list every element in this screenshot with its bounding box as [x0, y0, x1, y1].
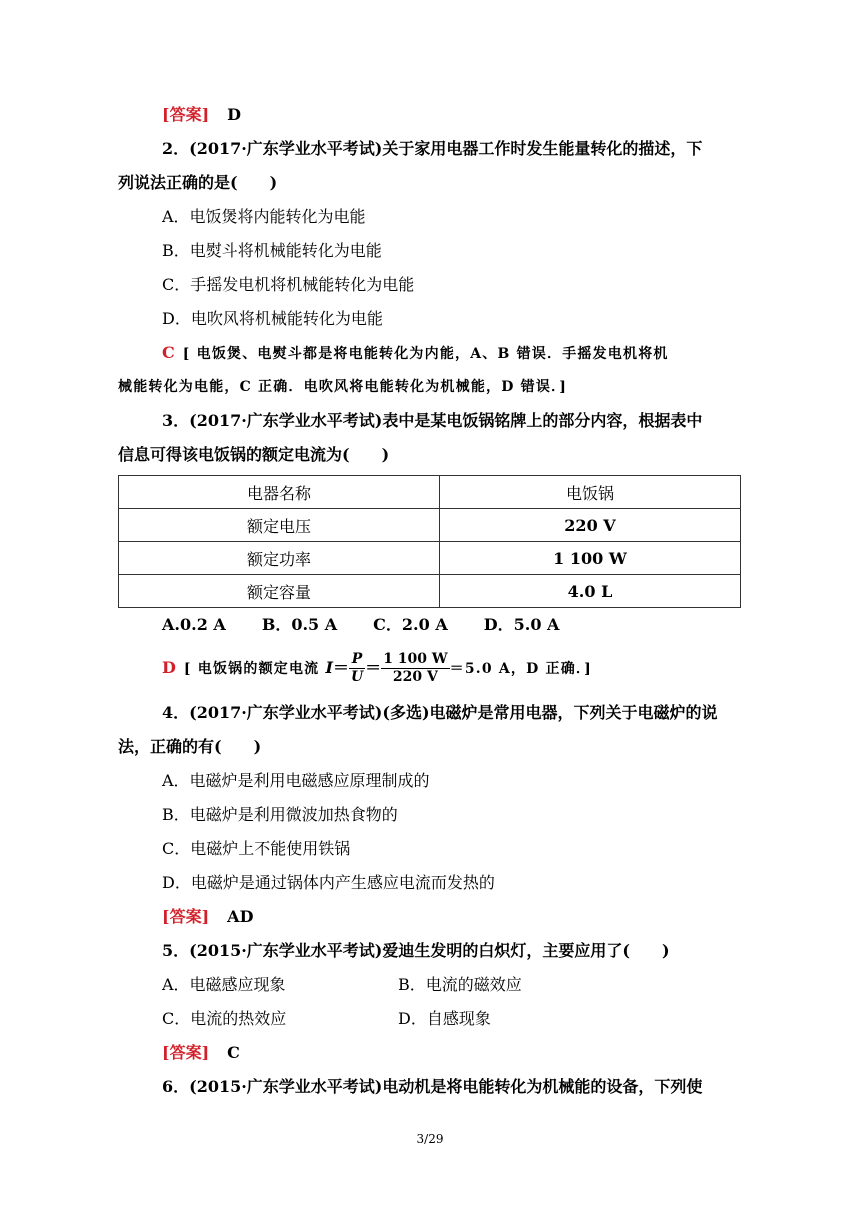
q5-stem: 5．(2015·广东学业水平考试)爱迪生发明的白炽灯，主要应用了( ) — [162, 941, 670, 960]
q3-option-d: D．5.0 A — [483, 615, 560, 634]
equals-sign: ＝ — [332, 658, 349, 677]
q3-explanation-result: ＝5.0 A，D 正确．] — [449, 661, 592, 677]
fraction-p-over-u — [349, 651, 365, 686]
table-cell: 4.0 L — [440, 575, 741, 608]
q3-explanation-text: [ 电饭锅的额定电流 — [183, 661, 326, 677]
q5-option-b: B．电流的磁效应 — [398, 975, 522, 994]
table-cell: 220 V — [440, 509, 741, 542]
q6-stem: 6．(2015·广东学业水平考试)电动机是将电能转化为机械能的设备，下列使 — [162, 1077, 703, 1096]
fraction-values — [381, 651, 449, 686]
table-row — [119, 575, 741, 608]
q4-stem-line-2: 法，正确的有( ) — [118, 737, 262, 756]
table-cell: 电器名称 — [119, 476, 440, 509]
q3-stem-line-1: 3．(2017·广东学业水平考试)表中是某电饭锅铭牌上的部分内容，根据表中 — [162, 411, 703, 430]
fraction-denominator: U — [350, 669, 364, 685]
q4-option-d: D．电磁炉是通过锅体内产生感应电流而发热的 — [162, 873, 495, 892]
q5-option-a: A．电磁感应现象 — [162, 975, 286, 994]
q3-explanation — [162, 650, 592, 687]
q5-option-d: D．自感现象 — [398, 1009, 491, 1028]
table-cell: 额定电压 — [119, 509, 440, 542]
current-symbol: I — [325, 658, 333, 677]
q3-option-a: A.0.2 A — [162, 615, 226, 634]
fraction-numerator: 1 100 W — [383, 651, 448, 667]
q4-option-b: B．电磁炉是利用微波加热食物的 — [162, 805, 398, 824]
table-cell: 电饭锅 — [440, 476, 741, 509]
q2-explanation-line-2: 械能转化为电能，C 正确．电吹风将电能转化为机械能，D 错误．] — [118, 379, 568, 395]
q5-answer — [162, 1042, 240, 1064]
table-row — [119, 542, 741, 575]
equals-sign: ＝ — [365, 658, 382, 677]
q2-explanation-line-1 — [162, 342, 669, 365]
q3-option-c: C．2.0 A — [373, 615, 448, 634]
fraction-numerator: P — [349, 651, 365, 669]
q3-stem-line-2: 信息可得该电饭锅的额定电流为( ) — [118, 445, 390, 464]
q2-stem-line-2: 列说法正确的是( ) — [118, 173, 278, 192]
q3-options — [162, 614, 559, 636]
q2-explanation-text: [ 电饭煲、电熨斗都是将电能转化为内能，A、B 错误．手摇发电机将机 — [182, 346, 669, 362]
q2-stem-line-1: 2．(2017·广东学业水平考试)关于家用电器工作时发生能量转化的描述，下 — [162, 139, 703, 158]
q2-answer: C — [162, 343, 175, 362]
q3-answer: D — [162, 658, 176, 677]
q5-option-c: C．电流的热效应 — [162, 1009, 287, 1028]
table-cell: 1 100 W — [440, 542, 741, 575]
q3-option-b: B．0.5 A — [261, 615, 338, 634]
answer-value: AD — [227, 907, 254, 926]
q4-option-a: A．电磁炉是利用电磁感应原理制成的 — [162, 771, 430, 790]
table-row — [119, 476, 741, 509]
q1-answer — [162, 104, 241, 126]
q4-option-c: C．电磁炉上不能使用铁锅 — [162, 839, 351, 858]
q2-option-a: A．电饭煲将内能转化为电能 — [162, 207, 366, 226]
q4-answer — [162, 906, 253, 928]
nameplate-table — [118, 475, 741, 608]
answer-label: [答案] — [162, 1043, 210, 1062]
q2-option-c: C．手摇发电机将机械能转化为电能 — [162, 275, 415, 294]
q2-option-b: B．电熨斗将机械能转化为电能 — [162, 241, 382, 260]
q5-options-row-1 — [162, 974, 286, 996]
table-cell: 额定功率 — [119, 542, 440, 575]
q2-option-d: D．电吹风将机械能转化为电能 — [162, 309, 383, 328]
fraction-denominator: 220 V — [392, 669, 438, 685]
answer-label: [答案] — [162, 907, 210, 926]
table-row — [119, 509, 741, 542]
answer-value: D — [227, 105, 242, 124]
q4-stem-line-1: 4．(2017·广东学业水平考试)(多选)电磁炉是常用电器，下列关于电磁炉的说 — [162, 703, 718, 722]
answer-label: [答案] — [162, 105, 210, 124]
table-cell: 额定容量 — [119, 575, 440, 608]
page-number: 3/29 — [416, 1132, 444, 1146]
answer-value: C — [227, 1043, 240, 1062]
